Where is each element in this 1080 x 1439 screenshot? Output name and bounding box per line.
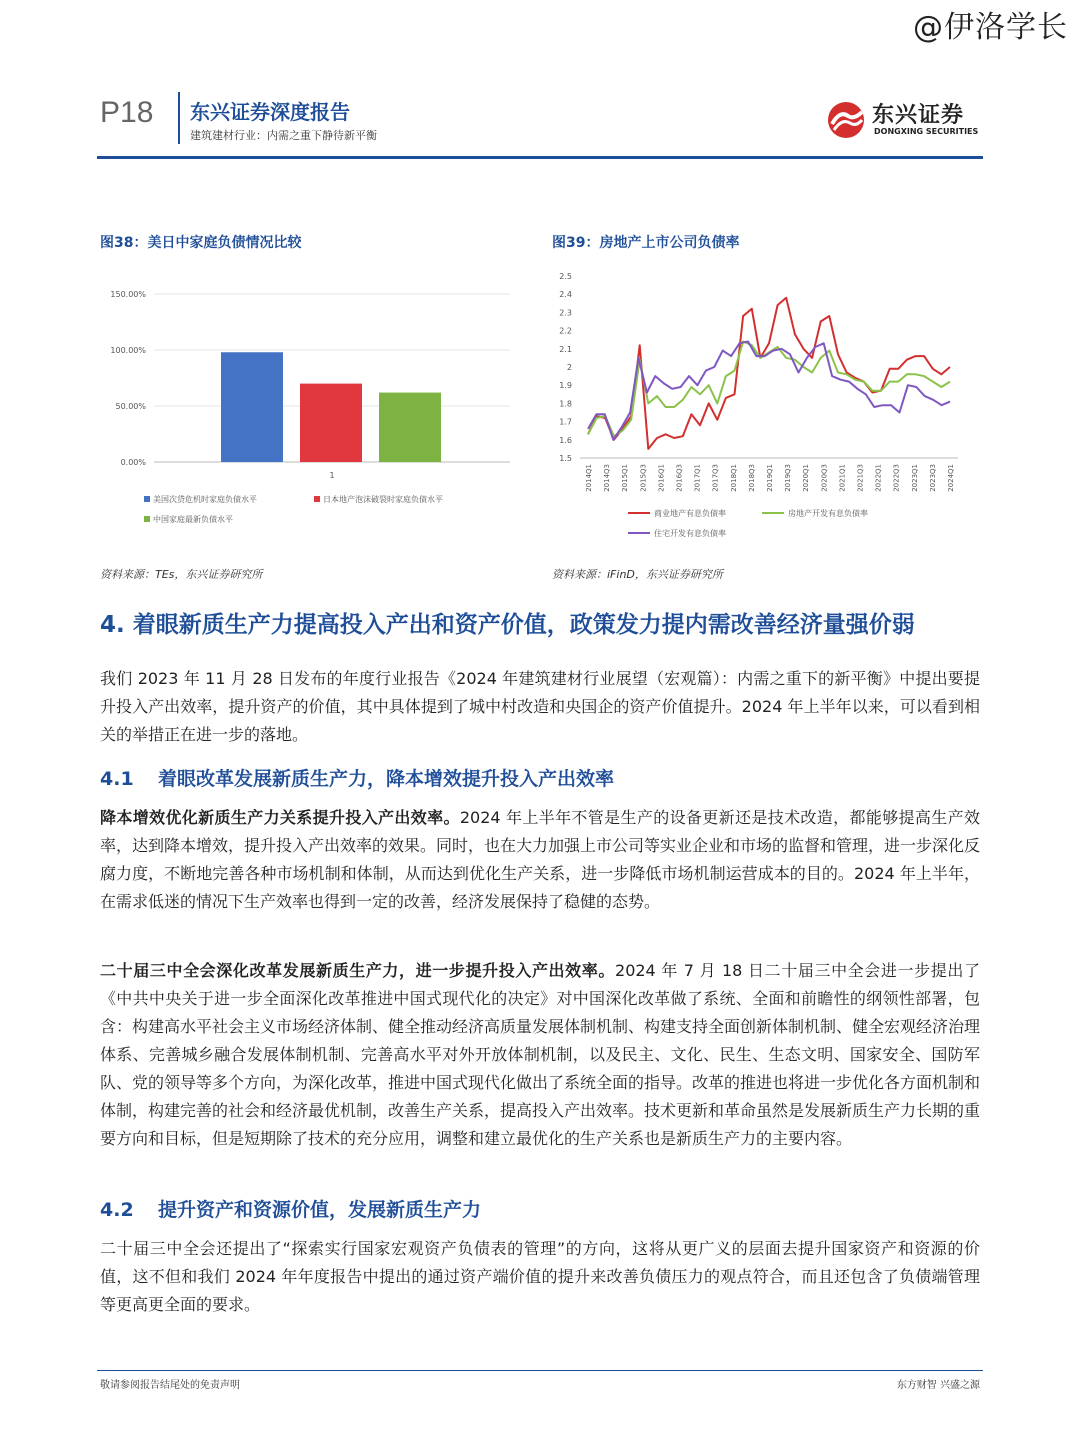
x-tick-label: 2021Q1 bbox=[838, 464, 847, 492]
legend-label: 美国次贷危机时家庭负债水平 bbox=[153, 495, 257, 504]
section-4-1-heading bbox=[100, 764, 614, 791]
lead-sentence: 降本增效优化新质生产力关系提升投入产出效率。 bbox=[100, 808, 460, 827]
x-tick-label: 2014Q1 bbox=[585, 464, 593, 492]
lead-sentence: 二十届三中全会深化改革发展新质生产力，进一步提升投入产出效率。 bbox=[100, 961, 616, 980]
x-tick-label: 2022Q1 bbox=[874, 464, 883, 492]
y-tick-label: 100.00% bbox=[110, 346, 146, 355]
x-tick-label: 2019Q1 bbox=[766, 464, 774, 492]
x-tick-label: 2016Q1 bbox=[657, 464, 666, 492]
section-4-intro: 我们 2023 年 11 月 28 日发布的年度行业报告《2024 年建筑建材行业展望（宏观篇）：内需之重下的新平衡》中提出要提升投入产出效率，提升资产的价值，其中具体提到了城中村改造和央国企的资产价值提升。2024 年上半年以来，可以看到相关的举措正在进一步的落地。 bbox=[100, 669, 980, 744]
section-4-2-paragraph: 二十届三中全会还提出了“探索实行国家宏观资产负债表的管理”的方向，这将从更广义的层面去提升国家资产和资源的价值，这不但和我们 2024 年年度报告中提出的通过资产端价值的提升来改善负债压力的观点符合，而且还包含了负债端管理等更高更全面的要求。 bbox=[100, 1239, 980, 1314]
y-tick-label: 1.6 bbox=[559, 435, 572, 445]
y-tick-label: 2.5 bbox=[559, 272, 572, 281]
fig39-chart bbox=[548, 262, 980, 552]
dongxing-logo-icon bbox=[826, 100, 868, 140]
section-4-2-heading bbox=[100, 1195, 481, 1222]
series-line-2 bbox=[588, 342, 950, 437]
section-title: 提升资产和资源价值，发展新质生产力 bbox=[158, 1199, 482, 1221]
section-4-1-paragraph-1 bbox=[100, 804, 980, 916]
y-tick-label: 2 bbox=[566, 363, 572, 372]
x-tick-label: 1 bbox=[329, 471, 335, 480]
fig38-title: 图38：美日中家庭负债情况比较 bbox=[100, 235, 302, 251]
x-tick-label: 2018Q3 bbox=[747, 464, 756, 492]
x-tick-label: 2017Q1 bbox=[693, 464, 702, 492]
x-tick-label: 2023Q1 bbox=[910, 464, 919, 492]
y-tick-label: 1.5 bbox=[559, 454, 572, 463]
footer-slogan: 东方财智 兴盛之源 bbox=[896, 1380, 980, 1391]
x-tick-label: 2015Q1 bbox=[621, 464, 630, 492]
x-tick-label: 2014Q3 bbox=[603, 464, 612, 492]
x-tick-label: 2019Q3 bbox=[784, 464, 793, 492]
footer-disclaimer: 敬请参阅报告结尾处的免责声明 bbox=[100, 1380, 240, 1391]
header-rule bbox=[97, 156, 983, 159]
x-tick-label: 2018Q1 bbox=[729, 464, 738, 492]
section-title: 着眼改革发展新质生产力，降本增效提升投入产出效率 bbox=[158, 768, 615, 790]
section-number: 4.1 bbox=[100, 768, 134, 790]
y-tick-label: 2.1 bbox=[559, 344, 572, 354]
x-tick-label: 2021Q3 bbox=[856, 464, 865, 492]
paragraph-body: 2024 年上半年不管是生产的设备更新还是技术改造，都能够提高生产效率，达到降本增效，提升投入产出效率的效果。同时，也在大力加强上市公司等实业企业和市场的监督和管理，进一步深化反腐力度，不断地完善各种市场机制和体制，从而达到优化生产关系，进一步降低市场机制运营成本的目的。2024 年上半年，在需求低迷的情况下生产效率也得到一定的改善，经济发展保持了稳健的态势。 bbox=[100, 808, 981, 911]
legend-label: 住宅开发有息负债率 bbox=[654, 529, 726, 538]
x-tick-label: 2024Q1 bbox=[947, 464, 955, 492]
y-tick-label: 1.8 bbox=[559, 399, 572, 409]
legend-swatch bbox=[144, 516, 150, 522]
fig39-source: 资料来源：iFinD，东兴证券研究所 bbox=[552, 568, 723, 581]
legend-swatch bbox=[314, 496, 320, 502]
fig39-title: 图39：房地产上市公司负债率 bbox=[552, 235, 740, 251]
y-tick-label: 0.00% bbox=[120, 458, 146, 467]
report-title: 东兴证券深度报告 bbox=[190, 100, 350, 124]
bar-1 bbox=[221, 352, 283, 462]
report-subtitle: 建筑建材行业：内需之重下静待新平衡 bbox=[190, 129, 377, 142]
logo-english: DONGXING SECURITIES bbox=[874, 127, 979, 136]
x-tick-label: 2022Q3 bbox=[892, 464, 901, 492]
header-divider bbox=[178, 92, 180, 144]
page-number: P18 bbox=[100, 96, 154, 129]
bar-3 bbox=[379, 393, 441, 462]
section-4-heading: 4. 着眼新质生产力提高投入产出和资产价值，政策发力提内需改善经济量强价弱 bbox=[100, 612, 915, 638]
legend-label: 日本地产泡沫破裂时家庭负债水平 bbox=[323, 495, 443, 504]
fig38-chart bbox=[96, 270, 526, 540]
watermark: @伊洛学长 bbox=[913, 10, 1068, 45]
legend-swatch bbox=[144, 496, 150, 502]
bar-2 bbox=[300, 384, 362, 462]
section-number: 4.2 bbox=[100, 1199, 134, 1221]
paragraph-body: 2024 年 7 月 18 日二十届三中全会进一步提出了《中共中央关于进一步全面深化改革推进中国式现代化的决定》对中国深化改革做了系统、全面和前瞻性的纲领性部署，包含：构建高水平社会主义市场经济体制、健全推动经济高质量发展体制机制、构建支持全面创新体制机制、健全宏观经济治理体系、完善城乡融合发展体制机制、完善高水平对外开放体制机制，以及民主、文化、民生、生态文明、国家安全、国防军队、党的领导等多个方向，为深化改革，推进中国式现代化做出了系统全面的指导。改革的推进也将进一步优化各方面机制和体制，构建完善的社会和经济最优机制，改善生产关系，提高投入产出效率。技术更新和革命虽然是发展新质生产力长期的重要方向和目标，但是短期除了技术的充分应用，调整和建立最优化的生产关系也是新质生产力的主要内容。 bbox=[100, 961, 981, 1148]
section-4-1-paragraph-2 bbox=[100, 957, 980, 1153]
legend-label: 中国家庭最新负债水平 bbox=[153, 515, 233, 524]
logo-text: 东兴证券 bbox=[872, 103, 965, 128]
y-tick-label: 1.9 bbox=[559, 381, 572, 391]
y-tick-label: 2.3 bbox=[559, 308, 572, 318]
x-tick-label: 2020Q3 bbox=[820, 464, 829, 492]
x-tick-label: 2017Q3 bbox=[711, 464, 720, 492]
legend-label: 商业地产有息负债率 bbox=[654, 509, 726, 518]
y-tick-label: 2.2 bbox=[559, 326, 572, 336]
y-tick-label: 150.00% bbox=[110, 290, 146, 299]
footer-rule bbox=[97, 1370, 983, 1371]
x-tick-label: 2015Q3 bbox=[639, 464, 648, 492]
y-tick-label: 50.00% bbox=[115, 402, 146, 411]
y-tick-label: 2.4 bbox=[559, 290, 572, 300]
y-tick-label: 1.7 bbox=[559, 417, 572, 427]
legend-label: 房地产开发有息负债率 bbox=[788, 509, 868, 518]
fig38-source: 资料来源：TEs，东兴证券研究所 bbox=[100, 568, 263, 581]
x-tick-label: 2020Q1 bbox=[802, 464, 811, 492]
series-line-3 bbox=[588, 342, 950, 440]
x-tick-label: 2023Q3 bbox=[928, 464, 937, 492]
x-tick-label: 2016Q3 bbox=[675, 464, 684, 492]
